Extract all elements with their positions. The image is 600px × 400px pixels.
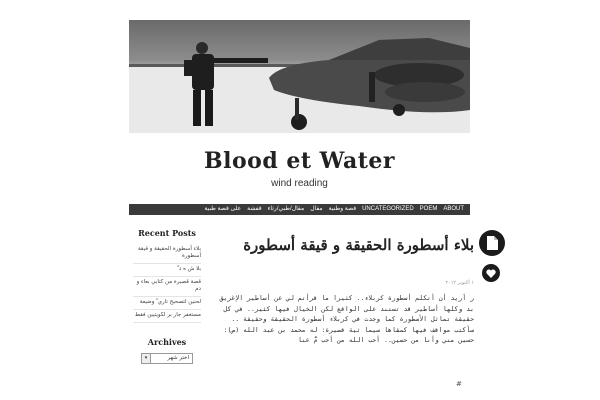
- nav-item-article-medical[interactable]: مقال/طبي/رثاء: [267, 206, 305, 212]
- nav-item-poem[interactable]: POEM: [419, 206, 438, 212]
- nav-item-uncategorized[interactable]: UNCATEGORIZED: [362, 206, 414, 212]
- nav-item-about[interactable]: ABOUT: [443, 206, 464, 212]
- recent-posts-list: [133, 244, 201, 323]
- site-description: wind reading: [271, 178, 328, 189]
- post-body: ر أريد أن أتكلم أسطورة كربلاء.. كثيرا ما قرأتم لي عن أساطير الإغريق بد وكلها أساطير قد تستند على الواقع لكن الخيال فيها كثير.. في كل حقيقة تماثل الأسطورة كما وجدت في كربلاء أسطورة الحقيقة وحقيقة .. سأكتب مواقف فيها كمقاها سيما ثية قصيرة: له محمد بن عبد الله (ص): حسين مني وأنا من حسين.. أحب الله من أحب مًٌ عنا: [219, 294, 474, 344]
- archives-title: Archives: [147, 337, 187, 347]
- nav-item-national-story[interactable]: قصة وطنية: [328, 206, 357, 212]
- recent-post-item[interactable]: مستغفر جار بر لكويتيين فقط: [133, 310, 201, 323]
- heart-comment-icon[interactable]: [482, 264, 500, 282]
- chevron-down-icon: ▾: [142, 354, 151, 363]
- document-icon[interactable]: [479, 230, 505, 256]
- post-permalink[interactable]: #: [456, 380, 462, 388]
- sidebar: [133, 228, 201, 364]
- header-image: [129, 20, 470, 133]
- nav-item-medical-story[interactable]: على قصة طبية: [204, 206, 242, 212]
- site-title[interactable]: Blood et Water: [204, 148, 395, 174]
- nav-item-quip[interactable]: قفشة: [247, 206, 262, 212]
- main-navigation: [129, 204, 470, 215]
- archives-dropdown[interactable]: [141, 353, 193, 364]
- recent-post-item[interactable]: بلا ش ه د ٌ: [133, 264, 201, 277]
- recent-post-item[interactable]: لحنين لتصحيح تاري ٌ وضيعة: [133, 297, 201, 310]
- nav-item-article[interactable]: مقال: [310, 206, 323, 212]
- post-date[interactable]: ١ أكتوبر ٢٠١٢: [445, 280, 474, 286]
- archives-dropdown-value: اختر شهر: [167, 355, 189, 361]
- recent-post-item[interactable]: قصة قصيرة من كتابي بعاء و دم: [133, 277, 201, 297]
- recent-posts-title: Recent Posts: [138, 228, 196, 238]
- header-photo-icon: [129, 20, 470, 133]
- recent-post-item[interactable]: بلاء أسطورة الحقيقة و قيقة أسطورة: [133, 244, 201, 264]
- post-title[interactable]: بلاء أسطورة الحقيقة و قيقة أسطورة: [243, 236, 474, 254]
